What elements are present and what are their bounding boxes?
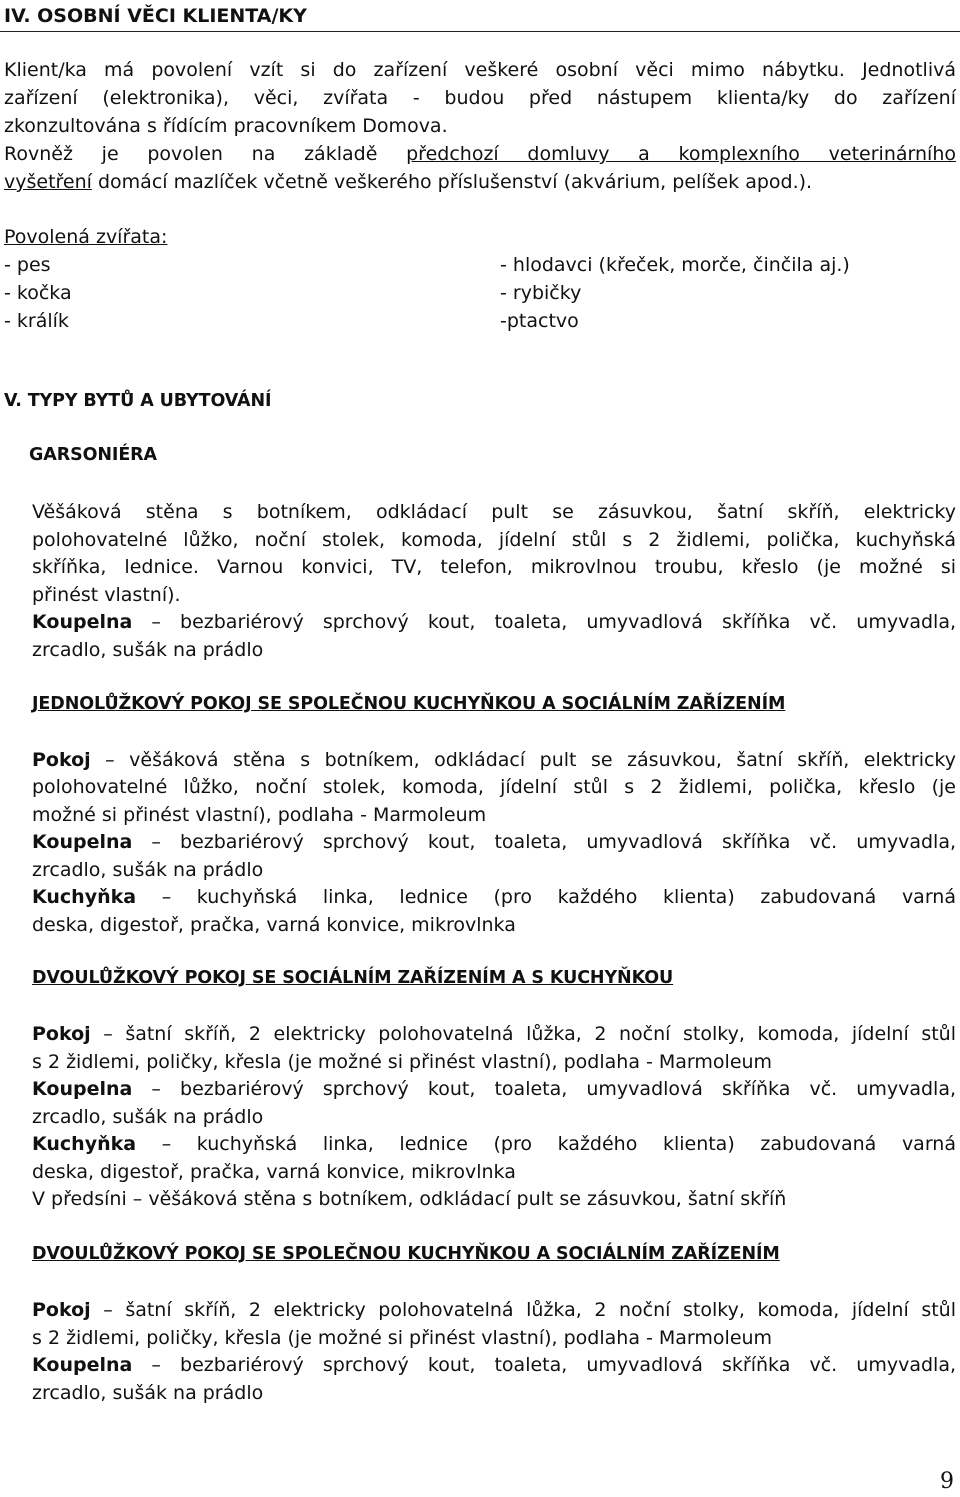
paragraph-line <box>32 1298 956 1322</box>
paragraph-line: polohovatelné lůžko, noční stolek, komoda, jídelní stůl s 2 židlemi, polička, křeslo (je <box>32 776 956 798</box>
paragraph-line <box>32 830 956 854</box>
animal-item: -ptactvo <box>500 310 579 332</box>
section-5-title: V. TYPY BYTŮ A UBYTOVÁNÍ <box>4 391 272 411</box>
bold-label: Koupelna <box>32 831 133 853</box>
bold-label: Koupelna <box>32 611 133 633</box>
paragraph-line <box>4 170 812 194</box>
underlined-text: předchozí domluvy a komplexního veterinárního <box>406 143 956 165</box>
paragraph-line: Klient/ka má povolení vzít si do zařízení veškeré osobní věci mimo nábytku. Jednotlivá <box>4 59 956 81</box>
animal-item: - rybičky <box>500 282 582 304</box>
paragraph-line: zkonzultována s řídícím pracovníkem Domova. <box>4 115 448 137</box>
text-span: – šatní skříň, 2 elektricky polohovatelná lůžka, 2 noční stolky, komoda, jídelní stůl <box>90 1299 956 1321</box>
paragraph-line: zrcadlo, sušák na prádlo <box>32 1382 264 1404</box>
text-span: – bezbariérový sprchový kout, toaleta, umyvadlová skříňka vč. umyvadla, <box>132 1078 956 1100</box>
bold-label: Koupelna <box>32 1354 133 1376</box>
paragraph-line <box>32 748 956 772</box>
underlined-text: vyšetření <box>4 171 92 193</box>
animal-item: - kočka <box>4 282 72 304</box>
paragraph-line: možné si přinést vlastní), podlaha - Marmoleum <box>32 804 487 826</box>
bold-label: Kuchyňka <box>32 1133 137 1155</box>
room-heading: JEDNOLŮŽKOVÝ POKOJ SE SPOLEČNOU KUCHYŇKOU A SOCIÁLNÍM ZAŘÍZENÍM <box>32 694 786 714</box>
paragraph-line: s 2 židlemi, poličky, křesla (je možné si přinést vlastní), podlaha - Marmoleum <box>32 1327 773 1349</box>
text-span: – šatní skříň, 2 elektricky polohovatelná lůžka, 2 noční stolky, komoda, jídelní stůl <box>90 1023 956 1045</box>
text-span: – věšáková stěna s botníkem, odkládací pult se zásuvkou, šatní skříň, elektricky <box>90 749 956 771</box>
text-span: – bezbariérový sprchový kout, toaleta, umyvadlová skříňka vč. umyvadla, <box>132 831 956 853</box>
page-number: 9 <box>940 1469 954 1494</box>
paragraph-line: deska, digestoř, pračka, varná konvice, mikrovlnka <box>32 914 516 936</box>
paragraph-line: polohovatelné lůžko, noční stolek, komoda, jídelní stůl s 2 židlemi, polička, kuchyňská <box>32 529 956 551</box>
room-heading: DVOULŮŽKOVÝ POKOJ SE SPOLEČNOU KUCHYŇKOU A SOCIÁLNÍM ZAŘÍZENÍM <box>32 1244 780 1264</box>
room-heading: DVOULŮŽKOVÝ POKOJ SE SOCIÁLNÍM ZAŘÍZENÍM A S KUCHYŇKOU <box>32 968 674 988</box>
paragraph-line <box>32 1077 956 1101</box>
paragraph-line: Věšáková stěna s botníkem, odkládací pult se zásuvkou, šatní skříň, elektricky <box>32 501 956 523</box>
paragraph-line: zrcadlo, sušák na prádlo <box>32 859 264 881</box>
paragraph-line <box>32 885 956 909</box>
garsoniera-heading: GARSONIÉRA <box>29 445 157 465</box>
paragraph-line: s 2 židlemi, poličky, křesla (je možné si přinést vlastní), podlaha - Marmoleum <box>32 1051 773 1073</box>
paragraph-line: zrcadlo, sušák na prádlo <box>32 639 264 661</box>
text-span: – kuchyňská linka, lednice (pro každého klienta) zabudovaná varná <box>136 1133 956 1155</box>
paragraph-line <box>4 142 956 166</box>
paragraph-line <box>32 1353 956 1377</box>
animal-item: - králík <box>4 310 69 332</box>
text-span: – bezbariérový sprchový kout, toaleta, umyvadlová skříňka vč. umyvadla, <box>132 1354 956 1376</box>
paragraph-line <box>32 1022 956 1046</box>
text-span: – bezbariérový sprchový kout, toaleta, umyvadlová skříňka vč. umyvadla, <box>132 611 956 633</box>
bold-label: Pokoj <box>32 1023 91 1045</box>
animal-item: - hlodavci (křeček, morče, činčila aj.) <box>500 254 850 276</box>
paragraph-line <box>32 610 956 634</box>
bold-label: Pokoj <box>32 749 91 771</box>
text-span: Rovněž je povolen na základě <box>4 143 407 165</box>
paragraph-line <box>32 1132 956 1156</box>
paragraph-line: V předsíni – věšáková stěna s botníkem, odkládací pult se zásuvkou, šatní skříň <box>32 1188 787 1210</box>
text-span: – kuchyňská linka, lednice (pro každého klienta) zabudovaná varná <box>136 886 956 908</box>
bold-label: Pokoj <box>32 1299 91 1321</box>
animals-label: Povolená zvířata: <box>4 226 168 248</box>
bold-label: Kuchyňka <box>32 886 137 908</box>
paragraph-line: zrcadlo, sušák na prádlo <box>32 1106 264 1128</box>
paragraph-line: skříňka, lednice. Varnou konvici, TV, telefon, mikrovlnou troubu, křeslo (je možné si <box>32 556 956 578</box>
bold-label: Koupelna <box>32 1078 133 1100</box>
paragraph-line: zařízení (elektronika), věci, zvířata - budou před nástupem klienta/ky do zařízení <box>4 87 956 109</box>
section-4-title: IV. OSOBNÍ VĚCI KLIENTA/KY <box>4 5 307 27</box>
text-span: domácí mazlíček včetně veškerého příslušenství (akvárium, pelíšek apod.). <box>91 171 813 193</box>
paragraph-line: deska, digestoř, pračka, varná konvice, mikrovlnka <box>32 1161 516 1183</box>
animal-item: - pes <box>4 254 51 276</box>
paragraph-line: přinést vlastní). <box>32 584 181 606</box>
